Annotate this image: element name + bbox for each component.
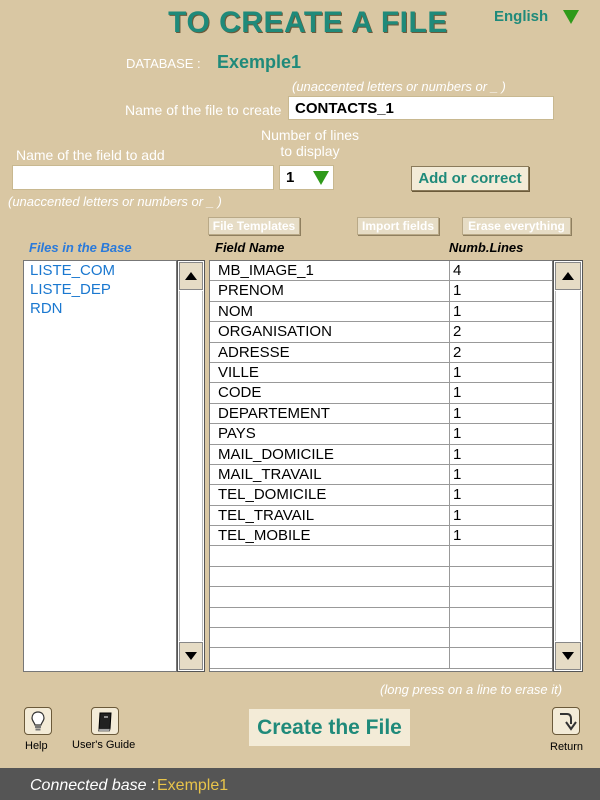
- lines-display-label-line1: Number of lines: [260, 127, 360, 143]
- lines-display-select[interactable]: [279, 165, 334, 190]
- table-row[interactable]: [210, 506, 552, 526]
- chevron-down-icon[interactable]: [313, 171, 329, 185]
- lines-cell: 1: [453, 363, 462, 381]
- lines-cell: [450, 648, 552, 667]
- lines-cell: 1: [453, 384, 462, 402]
- fields-table: [209, 260, 553, 672]
- add-or-correct-button[interactable]: Add or correct: [411, 166, 529, 191]
- table-row[interactable]: [210, 343, 552, 363]
- scroll-up-button[interactable]: [555, 262, 581, 290]
- field-name-cell: TEL_DOMICILE: [210, 485, 450, 504]
- table-row[interactable]: [210, 322, 552, 342]
- lines-cell: 1: [453, 486, 462, 504]
- list-item[interactable]: LISTE_COM: [30, 262, 116, 279]
- database-name: Exemple1: [217, 52, 302, 72]
- fields-scrollbar[interactable]: [553, 260, 583, 672]
- field-name-cell: TEL_MOBILE: [210, 526, 450, 545]
- lines-cell: 1: [453, 465, 462, 483]
- files-scrollbar[interactable]: [177, 260, 205, 672]
- table-row[interactable]: [210, 485, 552, 505]
- lines-cell: 1: [453, 445, 462, 463]
- connected-base-label: Connected base :: [30, 777, 156, 794]
- return-icon[interactable]: [552, 707, 580, 735]
- field-name-label: Name of the field to add: [16, 147, 165, 163]
- table-row[interactable]: [210, 404, 552, 424]
- connected-base-name: Exemple1: [157, 777, 229, 794]
- table-row[interactable]: [210, 445, 552, 465]
- lines-cell: 1: [453, 425, 462, 443]
- lines-display-label: [250, 127, 370, 159]
- table-row[interactable]: [210, 567, 552, 587]
- table-row[interactable]: [210, 281, 552, 301]
- table-row[interactable]: [210, 546, 552, 566]
- lines-cell: 1: [453, 282, 462, 300]
- file-templates-button[interactable]: File Templates: [208, 217, 300, 235]
- help-label: Help: [25, 740, 48, 752]
- lines-cell: [450, 587, 552, 606]
- table-row[interactable]: [210, 383, 552, 403]
- users-guide-label: User's Guide: [72, 739, 136, 751]
- create-file-button[interactable]: Create the File: [249, 709, 410, 746]
- table-row[interactable]: [210, 261, 552, 281]
- scroll-up-button[interactable]: [179, 262, 203, 290]
- field-name-cell: [210, 546, 450, 565]
- database-label: DATABASE :: [126, 56, 201, 71]
- field-name-cell: ORGANISATION: [210, 322, 450, 341]
- field-name-cell: MB_IMAGE_1: [210, 261, 450, 280]
- lines-cell: 2: [453, 323, 462, 341]
- field-name-cell: [210, 567, 450, 586]
- lines-cell: [450, 546, 552, 565]
- field-name-cell: TEL_TRAVAIL: [210, 506, 450, 525]
- field-name-column-header: Field Name: [215, 240, 285, 255]
- lines-cell: [450, 567, 552, 586]
- lines-cell: 4: [453, 262, 462, 279]
- chevron-down-icon[interactable]: [563, 10, 579, 24]
- field-name-cell: [210, 608, 450, 627]
- field-name-cell: DEPARTEMENT: [210, 404, 450, 423]
- return-label: Return: [550, 741, 584, 753]
- table-row[interactable]: [210, 363, 552, 383]
- language-label[interactable]: English: [494, 8, 549, 25]
- list-item[interactable]: LISTE_DEP: [30, 281, 111, 298]
- lines-cell: 1: [453, 527, 462, 545]
- table-row[interactable]: [210, 587, 552, 607]
- lines-cell: [450, 628, 552, 647]
- lines-cell: [450, 608, 552, 627]
- field-name-cell: VILLE: [210, 363, 450, 382]
- lines-cell: 1: [453, 404, 462, 422]
- scroll-down-button[interactable]: [555, 642, 581, 670]
- scroll-track[interactable]: [179, 291, 203, 641]
- table-row[interactable]: [210, 526, 552, 546]
- field-name-cell: NOM: [210, 302, 450, 321]
- lines-display-label-line2: to display: [280, 143, 340, 159]
- erase-everything-button[interactable]: Erase everything: [462, 217, 571, 235]
- scroll-down-button[interactable]: [179, 642, 203, 670]
- lines-display-value: 1: [286, 169, 295, 186]
- page-title: TO CREATE A FILE: [168, 6, 448, 39]
- field-name-hint: (unaccented letters or numbers or _ ): [8, 194, 222, 209]
- scroll-track[interactable]: [555, 291, 581, 641]
- field-name-cell: MAIL_TRAVAIL: [210, 465, 450, 484]
- table-row[interactable]: [210, 302, 552, 322]
- field-name-cell: [210, 587, 450, 606]
- table-row[interactable]: [210, 465, 552, 485]
- lines-column-header: Numb.Lines: [449, 240, 524, 255]
- file-name-input[interactable]: CONTACTS_1: [288, 96, 554, 120]
- table-row[interactable]: [210, 608, 552, 628]
- file-name-label: Name of the file to create: [125, 102, 282, 118]
- list-item[interactable]: RDN: [30, 300, 63, 317]
- field-name-cell: MAIL_DOMICILE: [210, 445, 450, 464]
- long-press-hint: (long press on a line to erase it): [380, 682, 563, 697]
- lightbulb-icon[interactable]: [24, 707, 52, 735]
- field-name-input[interactable]: [12, 165, 274, 190]
- table-row[interactable]: [210, 628, 552, 648]
- book-icon[interactable]: [91, 707, 119, 735]
- lines-cell: 2: [453, 343, 462, 361]
- table-row[interactable]: [210, 424, 552, 444]
- field-name-cell: PAYS: [210, 424, 450, 443]
- field-name-cell: ADRESSE: [210, 343, 450, 362]
- field-name-cell: PRENOM: [210, 281, 450, 300]
- files-list: [23, 260, 177, 672]
- import-fields-button[interactable]: Import fields: [357, 217, 439, 235]
- files-panel-header: Files in the Base: [29, 240, 132, 255]
- field-name-cell: [210, 648, 450, 667]
- table-row[interactable]: [210, 648, 552, 668]
- lines-cell: 1: [453, 506, 462, 524]
- field-name-cell: [210, 628, 450, 647]
- lines-cell: 1: [453, 302, 462, 320]
- file-name-hint: (unaccented letters or numbers or _ ): [292, 79, 506, 94]
- field-name-cell: CODE: [210, 383, 450, 402]
